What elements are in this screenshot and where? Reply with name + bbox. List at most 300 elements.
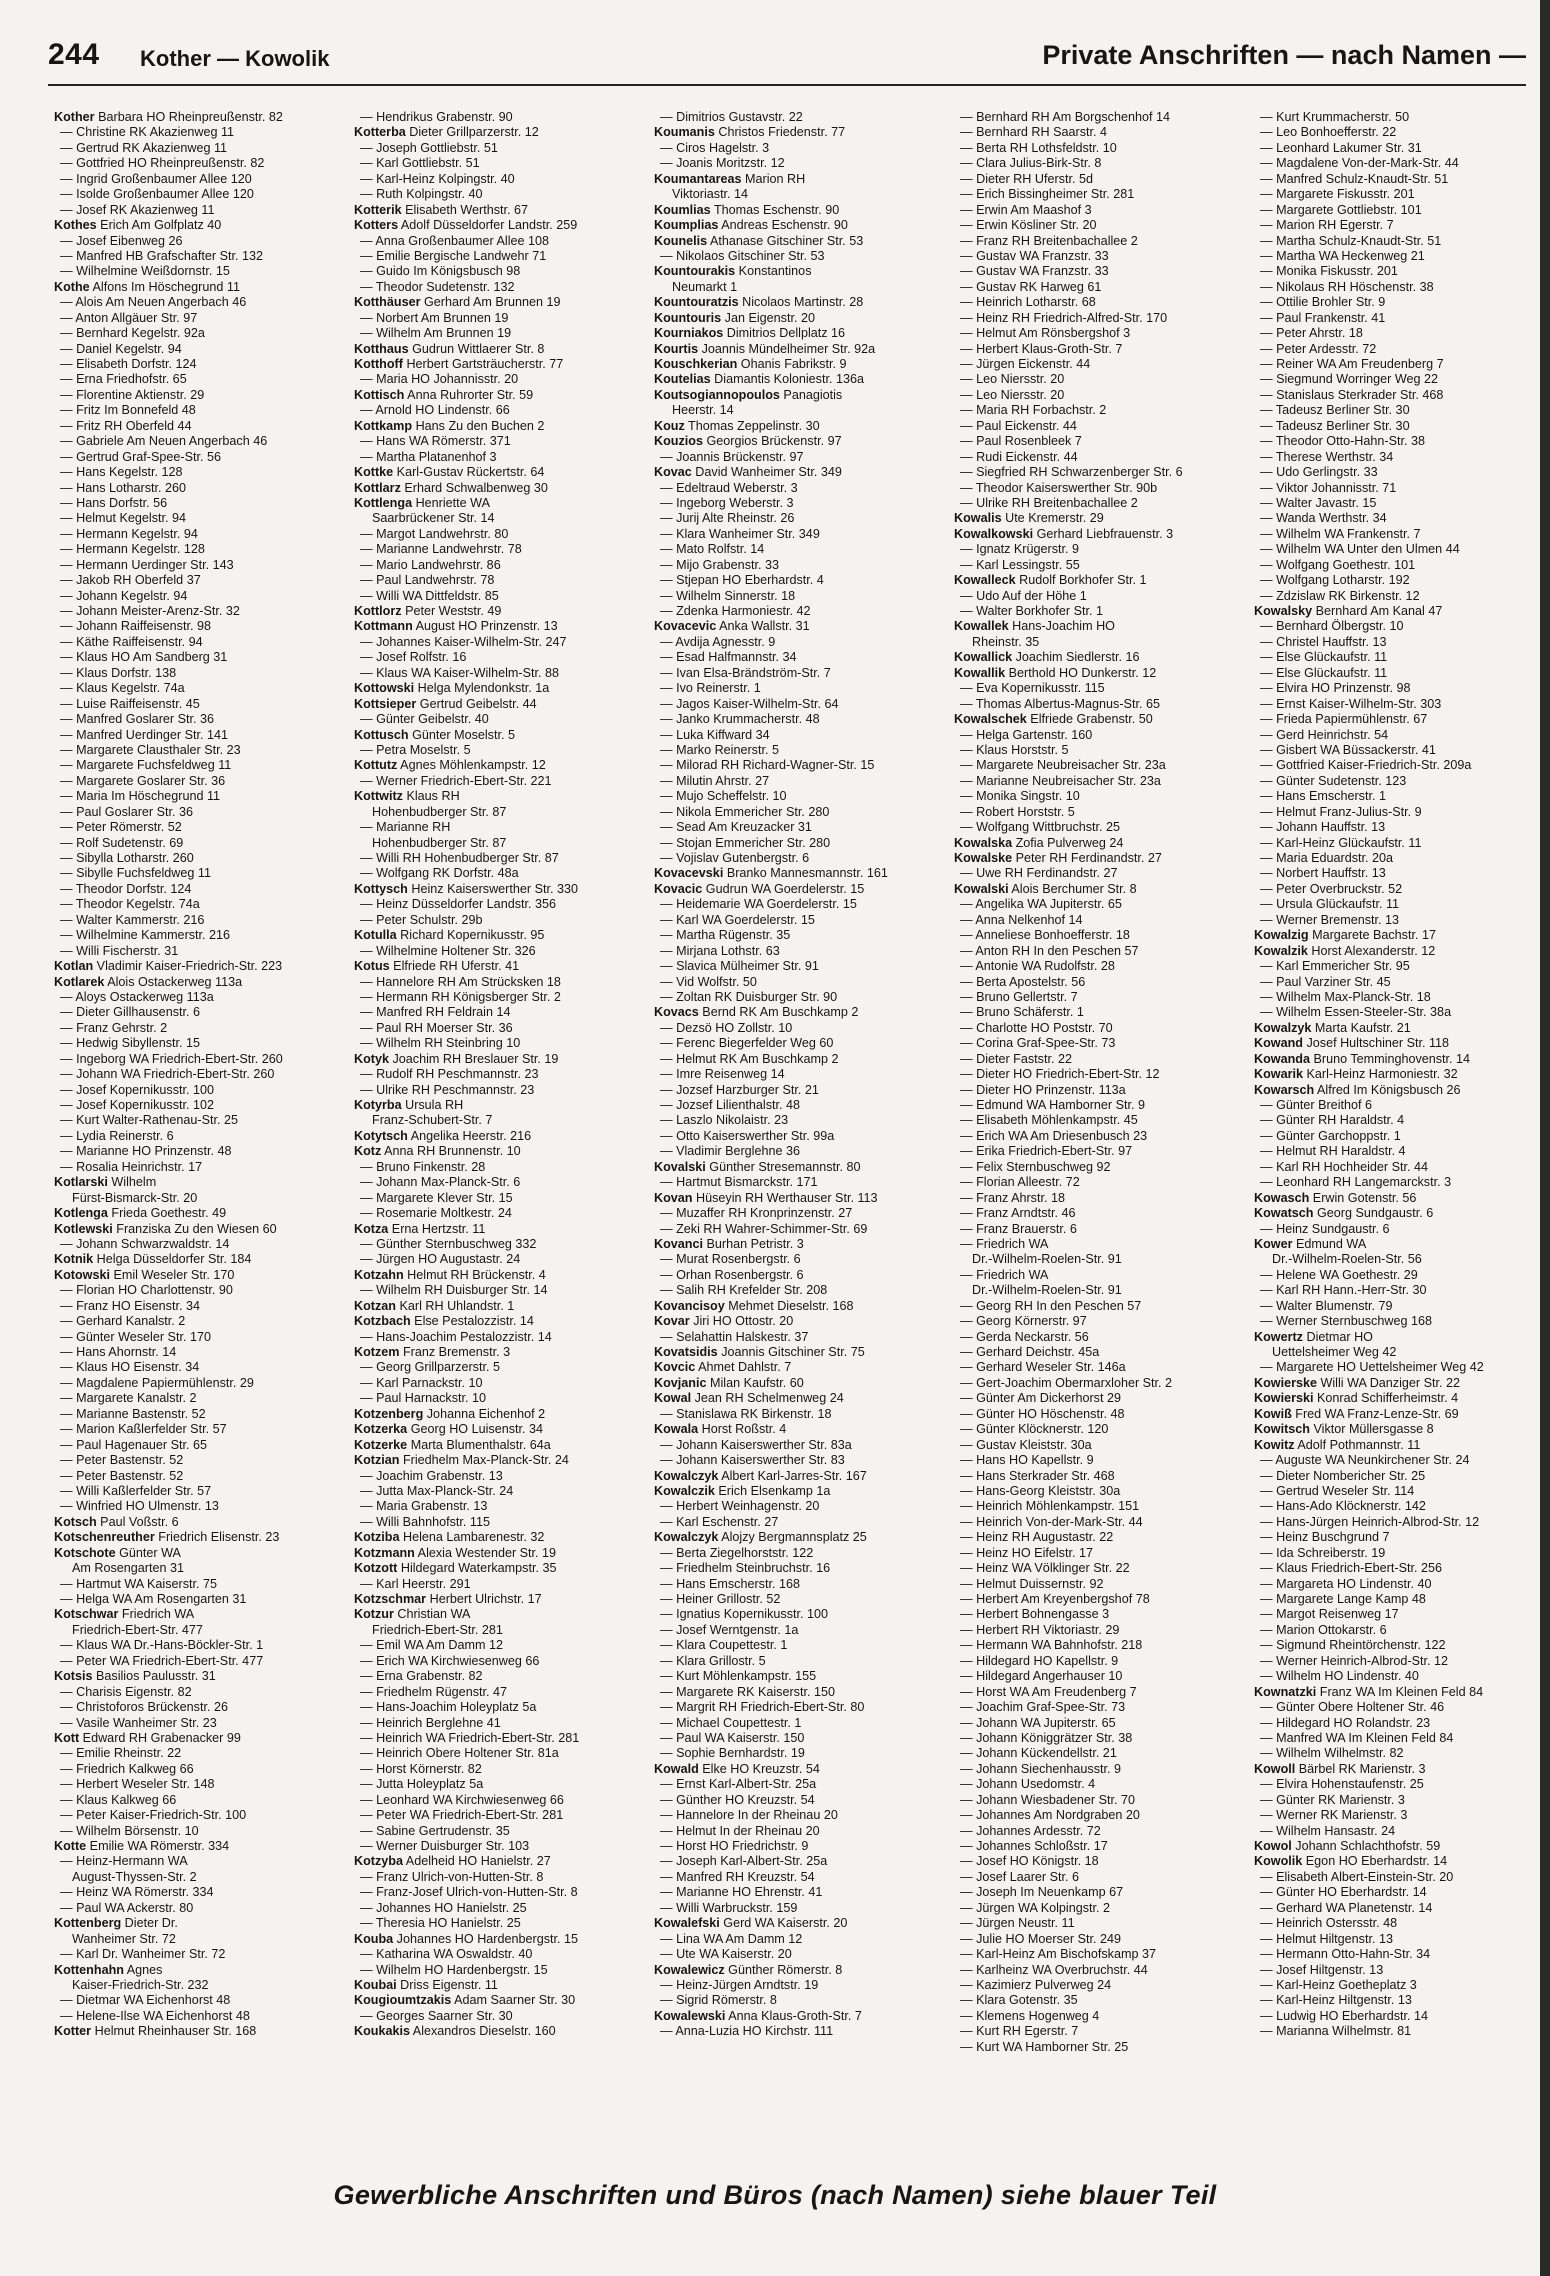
directory-entry: — Margarete Neubreisacher Str. 23a (960, 758, 1166, 773)
directory-entry: — Marion Kaßlerfelder Str. 57 (60, 1422, 227, 1437)
directory-entry: — Maria Eduardstr. 20a (1260, 851, 1393, 865)
directory-entry: — Wilhelm Börsenstr. 10 (60, 1823, 199, 1838)
directory-entry: — Helmut Duissernstr. 92 (960, 1576, 1104, 1591)
directory-surname-entry: Kowalzyk Marta Kaufstr. 21 (1254, 1020, 1411, 1035)
directory-entry: — Margareta HO Lindenstr. 40 (1260, 1576, 1432, 1591)
directory-entry: — Margot Reisenweg 17 (1260, 1607, 1399, 1622)
directory-entry: — Mujo Scheffelstr. 10 (660, 789, 787, 804)
directory-surname-entry: Kottenberg Dieter Dr. (54, 1916, 178, 1931)
directory-entry: — Karl Parnackstr. 10 (360, 1375, 483, 1390)
directory-surname-entry: Kovacevic Anka Wallstr. 31 (654, 619, 810, 634)
directory-entry: — Hedwig Sibyllenstr. 15 (60, 1036, 200, 1051)
directory-entry: — Edeltraud Weberstr. 3 (660, 480, 798, 495)
directory-entry: — Peter Ardesstr. 72 (1260, 341, 1377, 356)
directory-entry: — Gerd Heinrichstr. 54 (1260, 727, 1389, 742)
directory-entry: — Christel Hauffstr. 13 (1260, 634, 1387, 649)
directory-entry: — Therese Werthstr. 34 (1260, 449, 1394, 464)
directory-surname-entry: Kotzott Hildegard Waterkampstr. 35 (354, 1561, 557, 1576)
directory-entry: — Jagos Kaiser-Wilhelm-Str. 64 (660, 696, 839, 711)
directory-entry: — Erich WA Kirchwiesenweg 66 (360, 1653, 540, 1668)
directory-entry: — Georg RH In den Peschen 57 (960, 1298, 1142, 1313)
directory-entry: — Franz Brauerstr. 6 (960, 1221, 1077, 1236)
directory-entry: — Marianne Neubreisacher Str. 23a (960, 773, 1161, 788)
directory-entry: — Luka Kiffward 34 (660, 727, 770, 742)
directory-entry: — Vid Wolfstr. 50 (660, 974, 757, 989)
directory-entry: — Günther Sternbuschweg 332 (360, 1236, 537, 1251)
directory-entry: — Franz Ulrich-von-Hutten-Str. 8 (360, 1869, 544, 1884)
directory-entry: — Heinrich Obere Holtener Str. 81a (360, 1746, 559, 1761)
directory-surname-entry: Kother Barbara HO Rheinpreußenstr. 82 (54, 110, 283, 124)
directory-surname-entry: Kotzem Franz Bremenstr. 3 (354, 1345, 511, 1359)
directory-surname-entry: Kowalzig Margarete Bachstr. 17 (1254, 928, 1436, 943)
directory-entry: — Gustav Kleiststr. 30a (960, 1437, 1092, 1452)
directory-surname-entry: Kottutz Agnes Möhlenkampstr. 12 (354, 758, 546, 773)
directory-entry: — Joannis Brückenstr. 97 (660, 449, 804, 464)
directory-entry: — Maria Im Höschegrund 11 (60, 789, 221, 804)
directory-surname-entry: Kotyk Joachim RH Breslauer Str. 19 (354, 1051, 559, 1066)
directory-entry-continuation: Heerstr. 14 (672, 403, 734, 418)
directory-entry: — Mirjana Lothstr. 63 (660, 943, 780, 958)
directory-surname-entry: Kowitsch Viktor Müllersgasse 8 (1254, 1422, 1434, 1437)
directory-entry: — Helmut Am Rönsbergshof 3 (960, 326, 1131, 341)
directory-entry-continuation: Kaiser-Friedrich-Str. 232 (72, 1977, 209, 1992)
directory-surname-entry: Kotlarski Wilhelm (54, 1175, 157, 1190)
directory-entry: — Günter Garchoppstr. 1 (1260, 1128, 1401, 1143)
directory-entry: — Tadeusz Berliner Str. 30 (1260, 403, 1410, 418)
directory-entry: — Franz Arndtstr. 46 (960, 1206, 1076, 1221)
directory-entry: — Paul Hagenauer Str. 65 (60, 1437, 208, 1452)
directory-entry: — Hans Emscherstr. 168 (660, 1576, 800, 1591)
directory-entry: — Johann Raiffeisenstr. 98 (60, 619, 211, 634)
directory-entry: — Friedhelm Steinbruchstr. 16 (660, 1561, 831, 1576)
directory-entry: — Karl RH Hochheider Str. 44 (1260, 1159, 1428, 1174)
directory-entry: — Helmut In der Rheinau 20 (660, 1823, 820, 1838)
directory-surname-entry: Kotzenberg Johanna Eichenhof 2 (354, 1406, 546, 1421)
directory-entry: — Rudi Eickenstr. 44 (960, 449, 1078, 464)
directory-entry: — Klaus HO Am Sandberg 31 (60, 650, 228, 665)
header-rule (48, 84, 1526, 86)
directory-entry: — Kazimierz Pulverweg 24 (960, 1977, 1112, 1992)
directory-entry: — Peter Overbruckstr. 52 (1260, 881, 1403, 896)
directory-entry: — Theodor Otto-Hahn-Str. 38 (1260, 434, 1425, 449)
directory-entry: — Klaus Kegelstr. 74a (60, 681, 185, 696)
directory-entry: — Walter Blumenstr. 79 (1260, 1298, 1393, 1313)
directory-entry: — Karl-Heinz Kolpingstr. 40 (360, 171, 515, 186)
directory-surname-entry: Kouschkerian Ohanis Fabrikstr. 9 (654, 357, 847, 371)
directory-entry: — Nikola Emmericher Str. 280 (660, 804, 830, 819)
directory-surname-entry: Kowanda Bruno Temminghovenstr. 14 (1254, 1051, 1471, 1066)
directory-entry: — Sibylla Lotharstr. 260 (60, 851, 194, 865)
directory-entry: — Gert-Joachim Obermarxloher Str. 2 (960, 1375, 1173, 1390)
directory-surname-entry: Kotulla Richard Kopernikusstr. 95 (354, 928, 545, 943)
directory-entry: — Guido Im Königsbusch 98 (360, 264, 521, 279)
directory-entry: — Petra Moselstr. 5 (360, 742, 471, 757)
directory-entry: — Kurt Walter-Rathenau-Str. 25 (60, 1113, 239, 1128)
directory-entry: — Ivo Reinerstr. 1 (660, 681, 761, 696)
directory-entry: — Sibylle Fuchsfeldweg 11 (60, 866, 211, 881)
directory-entry: — Daniel Kegelstr. 94 (60, 341, 182, 356)
directory-surname-entry: Kowertz Dietmar HO (1254, 1329, 1373, 1344)
directory-entry: — Theodor Dorfstr. 124 (60, 881, 192, 896)
directory-entry: — Werner Friedrich-Ebert-Str. 221 (360, 773, 552, 788)
directory-entry: — Franz HO Eisenstr. 34 (60, 1298, 200, 1313)
directory-surname-entry: Kowatsch Georg Sundgaustr. 6 (1254, 1206, 1434, 1221)
directory-column-1 (54, 110, 344, 2150)
directory-entry: — Norbert Hauffstr. 13 (1260, 866, 1386, 881)
directory-entry: — Klaus WA Kaiser-Wilhelm-Str. 88 (360, 665, 559, 680)
directory-surname-entry: Kotzahn Helmut RH Brückenstr. 4 (354, 1267, 546, 1282)
directory-entry: — Heinz Sundgaustr. 6 (1260, 1221, 1390, 1236)
directory-entry: — Marianna Wilhelmstr. 81 (1260, 2024, 1412, 2039)
directory-entry: — Fritz Im Bonnefeld 48 (60, 403, 196, 418)
directory-surname-entry: Kourniakos Dimitrios Dellplatz 16 (654, 326, 846, 341)
directory-surname-entry: Kounelis Athanase Gitschiner Str. 53 (654, 233, 864, 248)
directory-entry: — Margarete HO Uettelsheimer Weg 42 (1260, 1360, 1484, 1375)
directory-surname-entry: Kothe Alfons Im Höschegrund 11 (54, 279, 240, 294)
directory-entry: — Johann WA Jupiterstr. 65 (960, 1715, 1116, 1730)
directory-entry: — Hartmut Bismarckstr. 171 (660, 1175, 818, 1190)
directory-entry: — Stjepan HO Eberhardstr. 4 (660, 573, 824, 588)
directory-entry: — Günther HO Kreuzstr. 54 (660, 1792, 815, 1807)
directory-entry: — Paul Eickenstr. 44 (960, 418, 1077, 433)
directory-entry: — Maria HO Johannisstr. 20 (360, 372, 519, 387)
directory-surname-entry: Kowiß Fred WA Franz-Lenze-Str. 69 (1254, 1406, 1459, 1421)
directory-entry: — Georg Grillparzerstr. 5 (360, 1360, 500, 1375)
directory-entry: — Gabriele Am Neuen Angerbach 46 (60, 434, 268, 449)
directory-surname-entry: Kovalski Günther Stresemannstr. 80 (654, 1159, 861, 1174)
directory-entry: — Frieda Papiermühlenstr. 67 (1260, 712, 1428, 727)
directory-surname-entry: Kowalewicz Günther Römerstr. 8 (654, 1962, 843, 1977)
directory-entry: — Thomas Albertus-Magnus-Str. 65 (960, 696, 1160, 711)
directory-entry-continuation: Rheinstr. 35 (972, 634, 1040, 649)
directory-surname-entry: Kowarsch Alfred Im Königsbusch 26 (1254, 1082, 1461, 1097)
directory-entry: — Wolfgang Goethestr. 101 (1260, 557, 1416, 572)
directory-columns (54, 110, 1524, 2150)
directory-entry: — Zdenka Harmoniestr. 42 (660, 604, 811, 618)
directory-entry: — Klara Grillostr. 5 (660, 1653, 766, 1668)
directory-entry: — Johann Schwarzwaldstr. 14 (60, 1236, 230, 1251)
directory-surname-entry: Kotzur Christian WA (354, 1607, 471, 1622)
directory-surname-entry: Kottusch Günter Moselstr. 5 (354, 727, 515, 742)
directory-entry: — Klaus Dorfstr. 138 (60, 665, 177, 680)
directory-entry: — Gerhard Deichstr. 45a (960, 1345, 1100, 1359)
directory-entry: — Klaus HO Eisenstr. 34 (60, 1360, 200, 1375)
directory-entry: — Hans-Georg Kleiststr. 30a (960, 1483, 1121, 1498)
directory-entry: — Wilhelm WA Frankenstr. 7 (1260, 526, 1421, 541)
directory-entry-continuation: Uettelsheimer Weg 42 (1272, 1345, 1397, 1359)
directory-entry: — Marianne Bastenstr. 52 (60, 1406, 206, 1421)
directory-entry: — Jürgen Neustr. 11 (960, 1916, 1075, 1931)
directory-surname-entry: Kotlan Vladimir Kaiser-Friedrich-Str. 223 (54, 959, 283, 974)
directory-surname-entry: Kottkamp Hans Zu den Buchen 2 (354, 418, 545, 433)
directory-entry: — Udo Gerlingstr. 33 (1260, 465, 1378, 480)
directory-entry: — Heidemarie WA Goerdelerstr. 15 (660, 897, 857, 912)
directory-surname-entry: Kovac David Wanheimer Str. 349 (654, 465, 842, 480)
directory-entry: — Kurt Krummacherstr. 50 (1260, 110, 1410, 124)
directory-entry: — Leo Bonhoefferstr. 22 (1260, 125, 1397, 140)
directory-surname-entry: Kotz Anna RH Brunnenstr. 10 (354, 1144, 521, 1159)
directory-entry: — Walter Javastr. 15 (1260, 495, 1377, 510)
directory-entry: — Walter Borkhofer Str. 1 (960, 604, 1104, 618)
directory-entry: — Vojislav Gutenbergstr. 6 (660, 851, 810, 865)
directory-surname-entry: Kottowski Helga Mylendonkstr. 1a (354, 681, 550, 696)
directory-entry: — Berta Apostelstr. 56 (960, 974, 1086, 989)
directory-surname-entry: Kowierske Willi WA Danziger Str. 22 (1254, 1375, 1461, 1390)
directory-entry: — Winfried HO Ulmenstr. 13 (60, 1499, 219, 1514)
directory-surname-entry: Kowalleck Rudolf Borkhofer Str. 1 (954, 573, 1147, 588)
directory-entry: — Otto Kaiserswerther Str. 99a (660, 1128, 835, 1143)
directory-surname-entry: Kotzerke Marta Blumenthalstr. 64a (354, 1437, 551, 1452)
directory-entry: — Hans-Jürgen Heinrich-Albrod-Str. 12 (1260, 1514, 1480, 1529)
directory-entry: — Margarete Lange Kamp 48 (1260, 1592, 1426, 1606)
directory-entry: — Sead Am Kreuzacker 31 (660, 820, 812, 835)
directory-entry: — Hans Emscherstr. 1 (1260, 789, 1386, 804)
directory-entry-continuation: Hohenbudberger Str. 87 (372, 804, 507, 819)
directory-surname-entry: Kotzan Karl RH Uhlandstr. 1 (354, 1298, 515, 1313)
directory-entry: — Hans Dorfstr. 56 (60, 495, 168, 510)
directory-surname-entry: Kowalefski Gerd WA Kaiserstr. 20 (654, 1916, 848, 1931)
directory-entry: — Helene WA Goethestr. 29 (1260, 1267, 1418, 1282)
directory-entry: — Corina Graf-Spee-Str. 73 (960, 1036, 1116, 1051)
directory-entry: — Willi WA Dittfeldstr. 85 (360, 588, 499, 603)
directory-entry: — Hans-Ado Klöcknerstr. 142 (1260, 1499, 1426, 1514)
directory-surname-entry: Kottwitz Klaus RH (354, 789, 460, 804)
directory-entry: — Ingeborg WA Friedrich-Ebert-Str. 260 (60, 1051, 283, 1066)
directory-entry: — Günter Obere Holtener Str. 46 (1260, 1700, 1445, 1715)
directory-entry: — Emilie Bergische Landwehr 71 (360, 248, 547, 263)
directory-entry: — Ignatius Kopernikusstr. 100 (660, 1607, 829, 1622)
directory-entry: — Ferenc Biegerfelder Weg 60 (660, 1036, 834, 1051)
directory-entry: — Hildegard HO Rolandstr. 23 (1260, 1715, 1431, 1730)
directory-entry-continuation: Hohenbudberger Str. 87 (372, 835, 507, 850)
directory-entry: — Sigmund Rheintörchenstr. 122 (1260, 1638, 1446, 1653)
directory-entry: — Nikolaos Gitschiner Str. 53 (660, 248, 825, 263)
directory-entry: — Hans WA Römerstr. 371 (360, 434, 511, 449)
directory-surname-entry: Kotthaus Gudrun Wittlaerer Str. 8 (354, 341, 545, 356)
directory-surname-entry: Kowalski Alois Berchumer Str. 8 (954, 881, 1137, 896)
directory-column-3 (654, 110, 944, 2150)
directory-entry: — Günter RH Haraldstr. 4 (1260, 1113, 1405, 1128)
directory-entry: — Margarete Kanalstr. 2 (60, 1391, 197, 1406)
directory-entry: — Josef Werntgenstr. 1a (660, 1622, 799, 1637)
directory-surname-entry: Kowitz Adolf Pothmannstr. 11 (1254, 1437, 1421, 1452)
directory-entry: — Kurt Möhlenkampstr. 155 (660, 1669, 817, 1684)
directory-surname-entry: Kower Edmund WA (1254, 1236, 1367, 1251)
directory-entry: — Wilhelm Hansastr. 24 (1260, 1823, 1396, 1838)
directory-entry: — Wilhelm HO Lindenstr. 40 (1260, 1669, 1419, 1684)
directory-surname-entry: Kotsch Paul Voßstr. 6 (54, 1514, 179, 1529)
directory-surname-entry: Kowala Horst Roßstr. 4 (654, 1422, 787, 1437)
directory-surname-entry: Kotyrba Ursula RH (354, 1098, 464, 1112)
directory-entry: — Karl Eschenstr. 27 (660, 1514, 779, 1529)
directory-entry: — Johann WA Friedrich-Ebert-Str. 260 (60, 1067, 275, 1082)
directory-entry: — Herbert Weinhagenstr. 20 (660, 1499, 820, 1514)
directory-entry: — Herbert Am Kreyenbergshof 78 (960, 1592, 1150, 1606)
directory-entry: — Wilhelmine Holtener Str. 326 (360, 943, 536, 958)
directory-entry: — Georg Körnerstr. 97 (960, 1314, 1087, 1329)
directory-entry: — Charisis Eigenstr. 82 (60, 1684, 192, 1699)
directory-entry: — Elvira HO Prinzenstr. 98 (1260, 681, 1411, 696)
directory-entry: — Johann Kegelstr. 94 (60, 588, 188, 603)
directory-surname-entry: Kovan Hüseyin RH Werthauser Str. 113 (654, 1190, 878, 1205)
directory-entry: — Willi Kaßlerfelder Str. 57 (60, 1483, 212, 1498)
directory-entry-continuation: Neumarkt 1 (672, 279, 738, 294)
directory-entry: — Johann Max-Planck-Str. 6 (360, 1175, 521, 1190)
directory-surname-entry: Kowalsky Bernhard Am Kanal 47 (1254, 604, 1443, 618)
directory-entry: — Johann Kaiserswerther Str. 83 (660, 1453, 845, 1468)
directory-entry: — Theresia HO Hanielstr. 25 (360, 1916, 521, 1931)
directory-entry: — Hans Kegelstr. 128 (60, 465, 183, 480)
directory-column-4 (954, 110, 1244, 2150)
directory-entry: — Friedrich WA (960, 1267, 1049, 1282)
directory-surname-entry: Kowolik Egon HO Eberhardstr. 14 (1254, 1854, 1448, 1869)
directory-entry: — Leo Niersstr. 20 (960, 372, 1065, 387)
directory-entry: — Martha Schulz-Knaudt-Str. 51 (1260, 233, 1442, 248)
directory-entry: — Rosemarie Moltkestr. 24 (360, 1206, 512, 1221)
directory-entry: — Hannelore RH Am Strücksken 18 (360, 974, 561, 989)
directory-surname-entry: Kovacs Bernd RK Am Buschkamp 2 (654, 1005, 859, 1020)
directory-entry: — Margarete Goslarer Str. 36 (60, 773, 226, 788)
directory-entry: — Magdalene Papiermühlenstr. 29 (60, 1375, 254, 1390)
directory-surname-entry: Kouzios Georgios Brückenstr. 97 (654, 434, 842, 449)
directory-entry: — Else Glückaufstr. 11 (1260, 665, 1388, 680)
directory-entry: — Günter Sudetenstr. 123 (1260, 773, 1407, 788)
directory-entry: — Karl Emmericher Str. 95 (1260, 959, 1410, 974)
directory-entry: — Margarete RK Kaiserstr. 150 (660, 1684, 835, 1699)
directory-entry: — Elisabeth Dorfstr. 124 (60, 357, 197, 371)
directory-surname-entry: Kotter Helmut Rheinhauser Str. 168 (54, 2024, 257, 2039)
directory-entry: — Friedrich Kalkweg 66 (60, 1761, 194, 1776)
directory-entry: — Heinrich Lotharstr. 68 (960, 295, 1096, 310)
directory-entry: — Werner Sternbuschweg 168 (1260, 1314, 1432, 1329)
directory-entry: — Hildegard Angerhauser 10 (960, 1669, 1123, 1684)
directory-entry: — Gertrud RK Akazienweg 11 (60, 140, 228, 155)
directory-entry: — Hermann Uerdinger Str. 143 (60, 557, 234, 572)
directory-entry: — Rosalia Heinrichstr. 17 (60, 1159, 203, 1174)
directory-entry: — Erwin Kösliner Str. 20 (960, 218, 1097, 233)
directory-entry: — Heinz HO Eifelstr. 17 (960, 1545, 1093, 1560)
directory-entry: — Ulrike RH Peschmannstr. 23 (360, 1082, 535, 1097)
directory-entry: — Heinz RH Friedrich-Alfred-Str. 170 (960, 310, 1168, 325)
directory-surname-entry: Kotzmann Alexia Westender Str. 19 (354, 1545, 557, 1560)
directory-surname-entry: Kothes Erich Am Golfplatz 40 (54, 218, 222, 233)
section-title: Private Anschriften — nach Namen — (1042, 40, 1526, 70)
directory-entry: — Muzaffer RH Kronprinzenstr. 27 (660, 1206, 853, 1221)
footer-note: Gewerbliche Anschriften und Büros (nach Namen) siehe blauer Teil (333, 2180, 1217, 2210)
directory-entry: — Angelika WA Jupiterstr. 65 (960, 897, 1122, 912)
directory-surname-entry: Kowierski Konrad Schifferheimstr. 4 (1254, 1391, 1459, 1406)
directory-entry: — Reiner WA Am Freudenberg 7 (1260, 357, 1444, 371)
directory-entry: — Eva Kopernikusstr. 115 (960, 681, 1105, 696)
directory-entry: — Dimitrios Gustavstr. 22 (660, 110, 803, 124)
directory-entry: — Walter Kammerstr. 216 (60, 912, 205, 927)
directory-entry: — Marianne RH (360, 820, 451, 835)
directory-surname-entry: Koumlias Thomas Eschenstr. 90 (654, 202, 840, 217)
directory-entry: — Manfred Schulz-Knaudt-Str. 51 (1260, 171, 1449, 186)
directory-entry-continuation: August-Thyssen-Str. 2 (72, 1869, 197, 1884)
directory-entry: — Norbert Am Brunnen 19 (360, 310, 509, 325)
directory-entry: — Joseph Karl-Albert-Str. 25a (660, 1854, 828, 1869)
directory-entry: — Monika Fiskusstr. 201 (1260, 264, 1398, 279)
directory-entry: — Auguste WA Neunkirchener Str. 24 (1260, 1453, 1470, 1468)
directory-entry: — Elisabeth Möhlenkampstr. 45 (960, 1113, 1138, 1128)
directory-entry: — Kurt RH Egerstr. 7 (960, 2024, 1079, 2039)
directory-entry: — Anna-Luzia HO Kirchstr. 111 (660, 2024, 834, 2039)
directory-entry: — Leonhard RH Langemarckstr. 3 (1260, 1175, 1452, 1190)
directory-entry: — Klara Wanheimer Str. 349 (660, 526, 820, 541)
directory-entry: — Karl RH Hann.-Herr-Str. 30 (1260, 1283, 1427, 1298)
directory-entry: — Margarete Gottliebstr. 101 (1260, 202, 1422, 217)
directory-entry: — Stanislaus Sterkrader Str. 468 (1260, 387, 1444, 402)
directory-surname-entry: Koumanis Christos Friedenstr. 77 (654, 125, 846, 140)
directory-entry: — Bruno Finkenstr. 28 (360, 1159, 486, 1174)
directory-entry: — Heinz Düsseldorfer Landstr. 356 (360, 897, 557, 912)
directory-entry: — Josef Kopernikusstr. 100 (60, 1082, 215, 1097)
directory-entry: — Anna Großenbaumer Allee 108 (360, 233, 550, 248)
directory-surname-entry: Kotzerka Georg HO Luisenstr. 34 (354, 1422, 544, 1437)
directory-entry: — Dieter RH Uferstr. 5d (960, 171, 1093, 186)
directory-entry: — Theodor Sudetenstr. 132 (360, 279, 515, 294)
directory-entry: — Gustav WA Franzstr. 33 (960, 248, 1109, 263)
directory-surname-entry: Kotte Emilie WA Römerstr. 334 (54, 1839, 230, 1853)
directory-entry: — Salih RH Krefelder Str. 208 (660, 1283, 828, 1298)
directory-entry: — Peter WA Friedrich-Ebert-Str. 281 (360, 1808, 564, 1823)
directory-entry: — Felix Sternbuschweg 92 (960, 1159, 1111, 1174)
directory-entry: — Helmut Hiltgenstr. 13 (1260, 1931, 1393, 1946)
directory-entry: — Emil WA Am Damm 12 (360, 1638, 503, 1653)
directory-entry: — Wolfgang Lotharstr. 192 (1260, 573, 1410, 588)
directory-entry: — Sigrid Römerstr. 8 (660, 1993, 777, 2008)
directory-entry: — Bernhard Ölbergstr. 10 (1260, 619, 1404, 634)
directory-surname-entry: Kotthoff Herbert Gartsträucherstr. 77 (354, 357, 564, 371)
directory-entry: — Wilhelm WA Unter den Ulmen 44 (1260, 542, 1460, 557)
directory-surname-entry: Kotterba Dieter Grillparzerstr. 12 (354, 125, 539, 140)
directory-entry: — Edmund WA Hamborner Str. 9 (960, 1098, 1146, 1112)
directory-entry: — Peter Ahrstr. 18 (1260, 326, 1363, 341)
directory-entry: — Michael Coupettestr. 1 (660, 1715, 802, 1730)
directory-entry: — Milorad RH Richard-Wagner-Str. 15 (660, 758, 875, 773)
directory-entry: — Johann Meister-Arenz-Str. 32 (60, 604, 240, 618)
directory-entry: — Anna Nelkenhof 14 (960, 912, 1083, 927)
directory-surname-entry: Kotlenga Frieda Goethestr. 49 (54, 1206, 227, 1221)
directory-entry: — Florentine Aktienstr. 29 (60, 387, 205, 402)
directory-entry: — Hans Ahornstr. 14 (60, 1345, 177, 1359)
directory-surname-entry: Kotlarek Alois Ostackerweg 113a (54, 974, 243, 989)
directory-entry: — Gerhard Weseler Str. 146a (960, 1360, 1126, 1375)
directory-surname-entry: Kovancisoy Mehmet Dieselstr. 168 (654, 1298, 854, 1313)
directory-entry: — Helene-Ilse WA Eichenhorst 48 (60, 2008, 250, 2023)
directory-entry: — Heinrich Ostersstr. 48 (1260, 1916, 1398, 1931)
directory-entry: — Manfred HB Grafschafter Str. 132 (60, 248, 263, 263)
directory-surname-entry: Kotzbach Else Pestalozzistr. 14 (354, 1314, 534, 1329)
directory-entry: — Joachim Graf-Spee-Str. 73 (960, 1700, 1126, 1715)
directory-surname-entry: Kownatzki Franz WA Im Kleinen Feld 84 (1254, 1684, 1484, 1699)
directory-entry: — Heinrich Möhlenkampstr. 151 (960, 1499, 1140, 1514)
directory-surname-entry: Koukakis Alexandros Dieselstr. 160 (354, 2024, 556, 2039)
directory-entry: — Jutta Holeyplatz 5a (360, 1777, 484, 1792)
directory-entry: — Manfred WA Im Kleinen Feld 84 (1260, 1730, 1454, 1745)
directory-entry: — Arnold HO Lindenstr. 66 (360, 403, 510, 418)
directory-entry: — Dieter HO Prinzenstr. 113a (960, 1082, 1126, 1097)
directory-entry: — Karl-Heinz Glückaufstr. 11 (1260, 835, 1422, 850)
directory-surname-entry: Kotlewski Franziska Zu den Wiesen 60 (54, 1221, 277, 1236)
directory-entry: — Tadeusz Berliner Str. 30 (1260, 418, 1410, 433)
directory-entry: — Marko Reinerstr. 5 (660, 742, 779, 757)
directory-entry: — Florian HO Charlottenstr. 90 (60, 1283, 233, 1298)
directory-entry: — Heinrich Von-der-Mark-Str. 44 (960, 1514, 1143, 1529)
directory-entry: — Janko Krummacherstr. 48 (660, 712, 820, 727)
directory-entry: — Katharina WA Oswaldstr. 40 (360, 1947, 533, 1962)
